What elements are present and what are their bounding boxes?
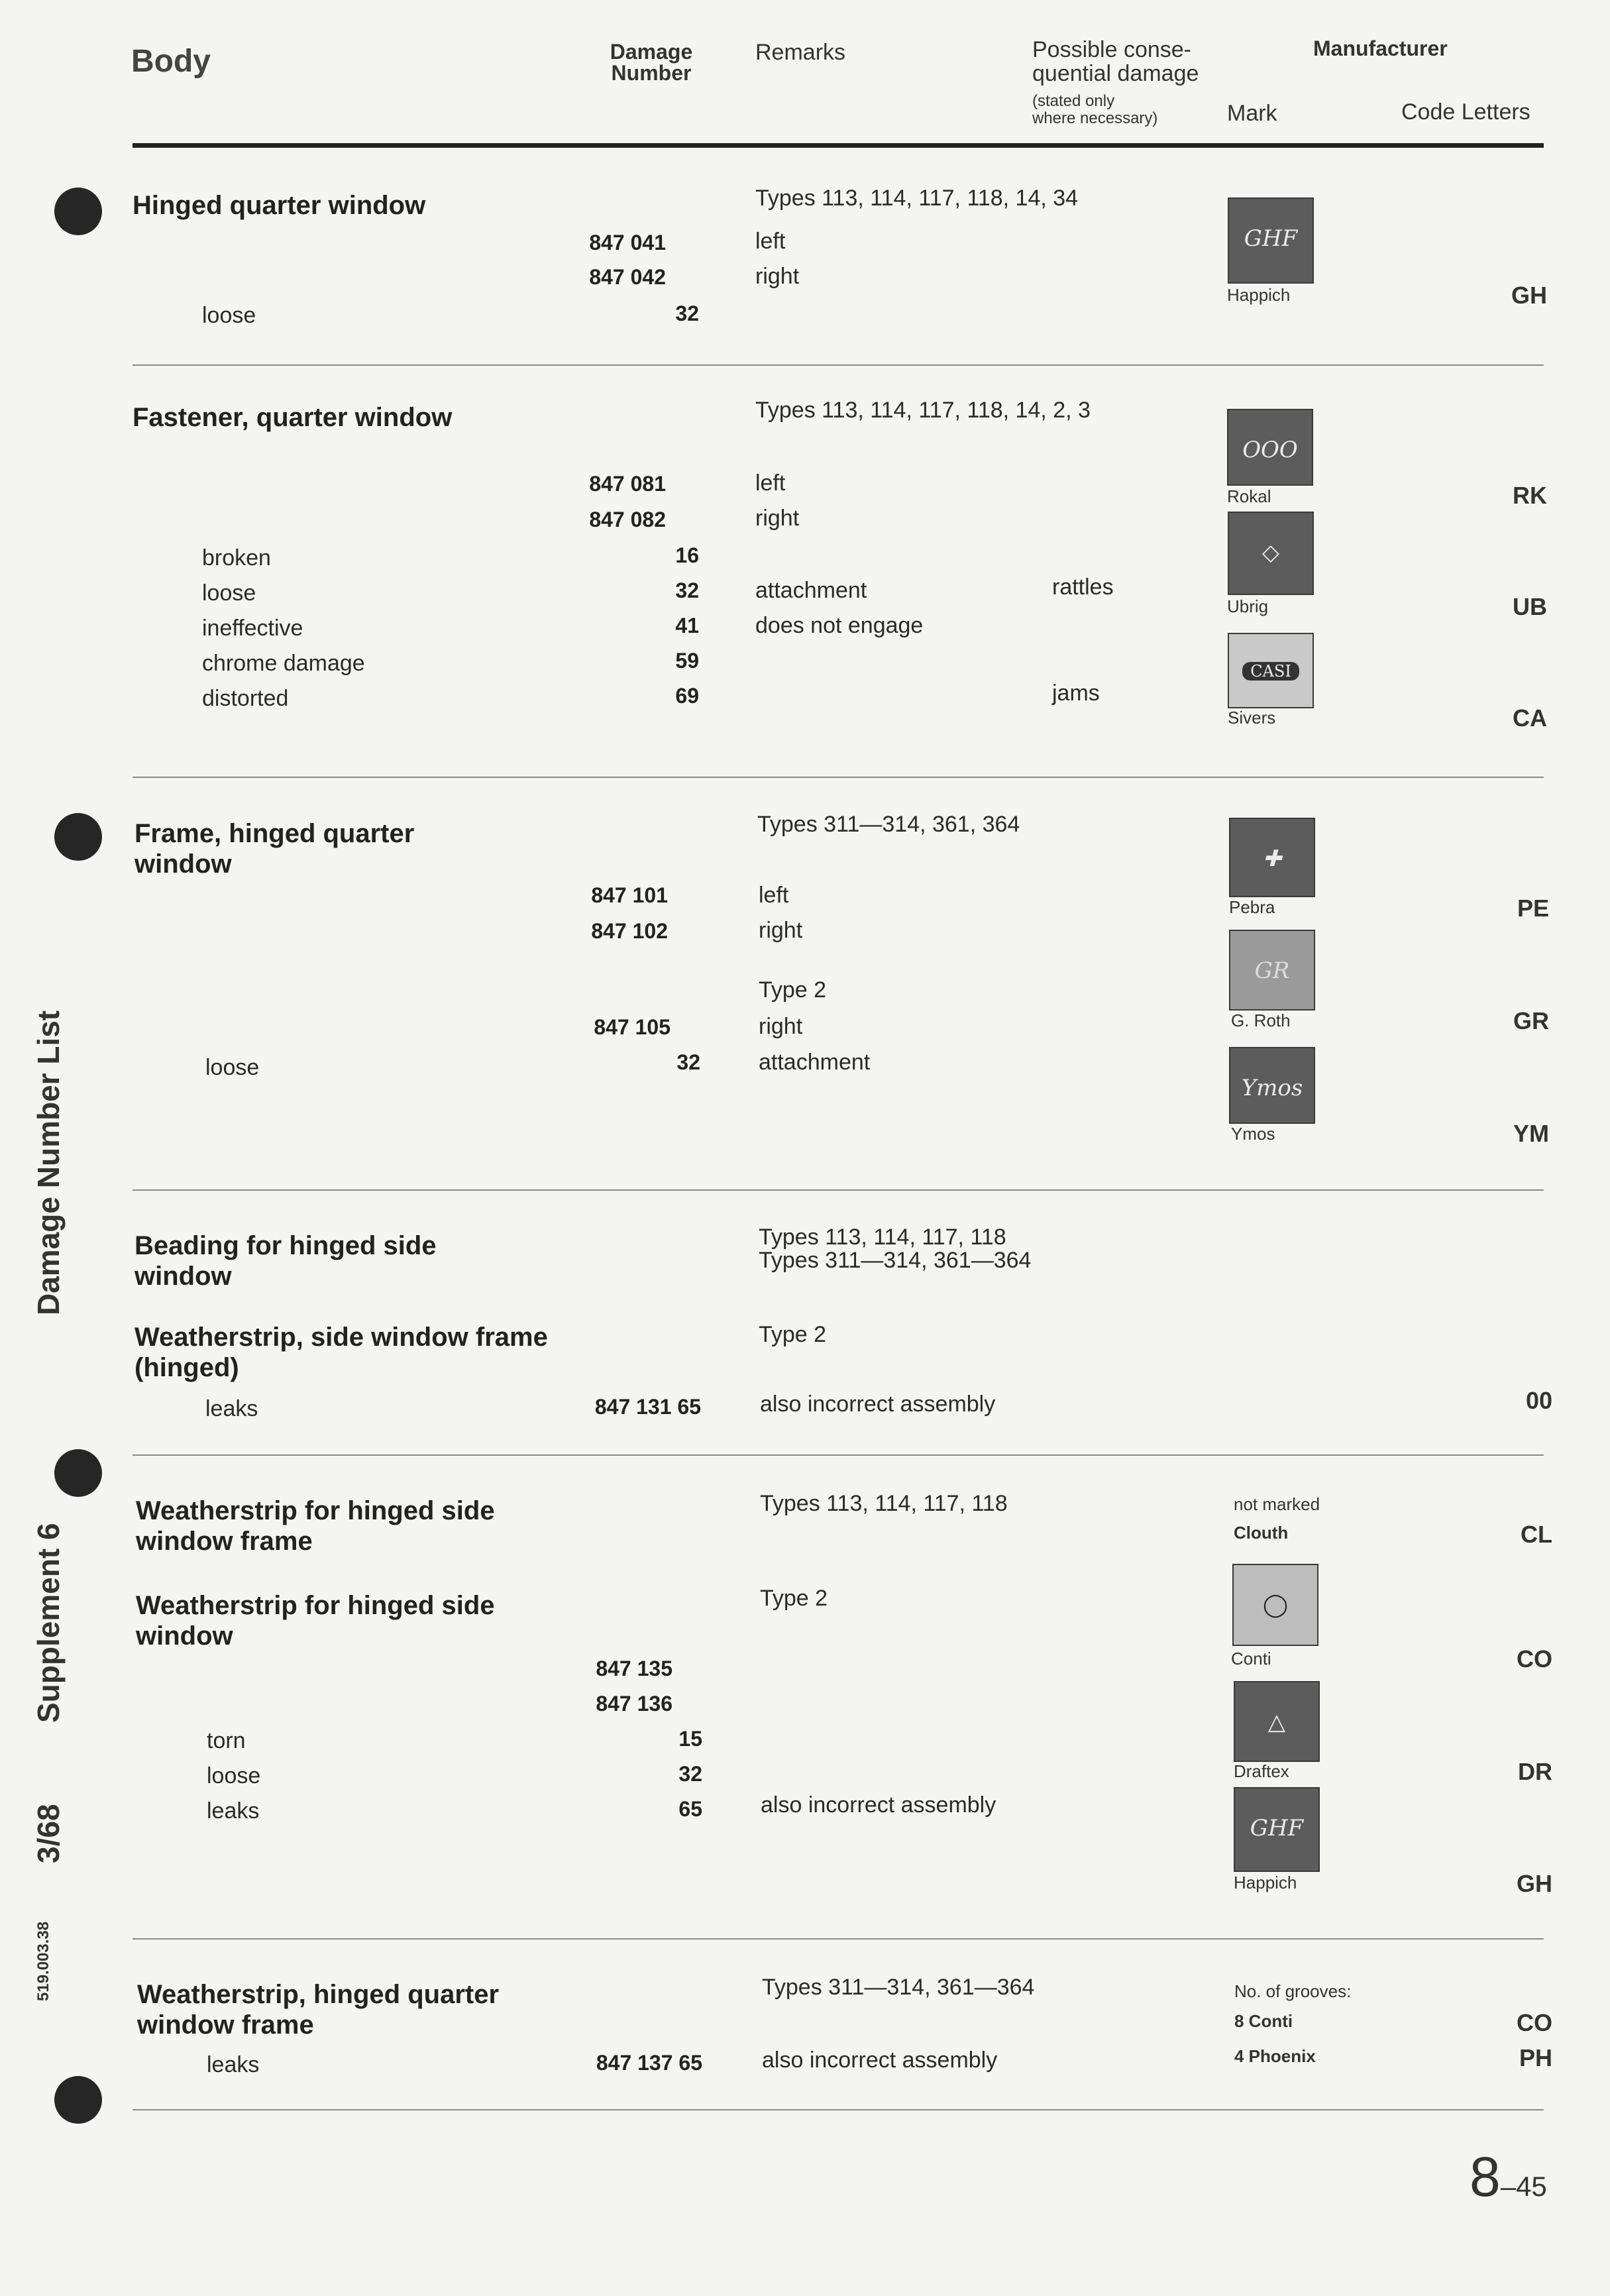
remark: left bbox=[755, 229, 786, 254]
damage-description: chrome damage bbox=[202, 651, 365, 676]
side-label-code: 519.003.38 bbox=[34, 1921, 52, 2001]
mark-name: Happich bbox=[1234, 1873, 1297, 1892]
remark: also incorrect assembly bbox=[760, 1392, 996, 1417]
entry-title: Weatherstrip for hinged side window bbox=[136, 1591, 495, 1651]
entry-types: Type 2 bbox=[760, 1586, 828, 1611]
damage-code: 69 bbox=[675, 684, 699, 708]
side-label-supplement: Supplement 6 bbox=[31, 1523, 66, 1723]
damage-number: 847 131 65 bbox=[594, 1395, 701, 1419]
page-number: 8–45 bbox=[1470, 2146, 1547, 2208]
entry-types: Types 311—314, 361—364 bbox=[759, 1248, 1032, 1273]
rokal-logo: OOO bbox=[1227, 409, 1313, 486]
code-letters: UB bbox=[1513, 593, 1547, 620]
damage-code: 41 bbox=[675, 614, 699, 637]
section-title: Body bbox=[131, 44, 211, 79]
damage-code: 65 bbox=[678, 1797, 702, 1821]
entry-types: Types 311—314, 361—364 bbox=[762, 1975, 1035, 2000]
code-letters: CO bbox=[1517, 1645, 1552, 1672]
header-damage-number: Damage Number bbox=[610, 40, 693, 85]
code-letters: CA bbox=[1513, 704, 1547, 732]
section-rule bbox=[133, 364, 1544, 366]
code-letters: GH bbox=[1511, 282, 1547, 309]
consequential-damage: rattles bbox=[1052, 574, 1114, 600]
code-letters: GR bbox=[1513, 1007, 1549, 1034]
header-rule bbox=[133, 143, 1544, 148]
damage-description: leaks bbox=[205, 1396, 258, 1421]
damage-number: 847 081 bbox=[589, 472, 666, 496]
section-rule bbox=[133, 1189, 1544, 1191]
punch-hole bbox=[54, 813, 102, 861]
code-letters: CO bbox=[1517, 2009, 1552, 2036]
section-rule bbox=[133, 1938, 1544, 1940]
remark: attachment bbox=[759, 1050, 871, 1075]
draftex-logo: △ bbox=[1234, 1681, 1320, 1762]
side-label-date: 3/68 bbox=[31, 1804, 66, 1863]
conti-logo: ◯ bbox=[1232, 1564, 1318, 1646]
section-rule bbox=[133, 2109, 1544, 2110]
pebra-logo: ✚ bbox=[1229, 818, 1315, 897]
mark-name: Sivers bbox=[1228, 708, 1276, 728]
punch-hole bbox=[54, 2076, 102, 2124]
mark-name: G. Roth bbox=[1231, 1011, 1291, 1030]
remark: right bbox=[755, 264, 800, 289]
entry-types: Types 311—314, 361, 364 bbox=[757, 812, 1020, 837]
not-marked-label: not marked bbox=[1234, 1494, 1320, 1514]
damage-code: 16 bbox=[675, 543, 699, 567]
damage-description: loose bbox=[207, 1763, 261, 1788]
header-manufacturer: Manufacturer bbox=[1313, 36, 1448, 60]
damage-code: 15 bbox=[678, 1727, 702, 1751]
code-letters: RK bbox=[1513, 482, 1547, 509]
remark: left bbox=[759, 883, 789, 908]
punch-hole bbox=[54, 188, 102, 235]
side-label-list: Damage Number List bbox=[31, 1010, 66, 1315]
entry-title: Weatherstrip for hinged side window frame bbox=[136, 1496, 495, 1556]
mark-name: Ubrig bbox=[1227, 596, 1269, 616]
damage-code: 32 bbox=[678, 1762, 702, 1786]
header-stated: (stated only where necessary) bbox=[1032, 92, 1158, 127]
header-possible: Possible conse- quential damage bbox=[1032, 37, 1199, 86]
remark: also incorrect assembly bbox=[761, 1792, 996, 1818]
code-letters: 00 bbox=[1525, 1387, 1552, 1414]
damage-code: 32 bbox=[676, 1050, 700, 1074]
remark: right bbox=[759, 1014, 803, 1039]
damage-description: torn bbox=[207, 1728, 246, 1753]
entry-types: Types 113, 114, 117, 118, 14, 2, 3 bbox=[755, 398, 1091, 423]
damage-description: leaks bbox=[207, 2052, 260, 2077]
damage-description: loose bbox=[202, 303, 256, 328]
code-letters: GH bbox=[1517, 1870, 1552, 1897]
header-remarks: Remarks bbox=[755, 40, 846, 65]
entry-types: Types 113, 114, 117, 118 bbox=[759, 1225, 1006, 1250]
damage-number: 847 101 bbox=[591, 883, 668, 907]
entry-title: Weatherstrip, side window frame (hinged) bbox=[134, 1323, 548, 1382]
entry-types: Types 113, 114, 117, 118 bbox=[760, 1491, 1008, 1516]
header-code-letters: Code Letters bbox=[1401, 99, 1530, 125]
code-letters: CL bbox=[1521, 1521, 1552, 1548]
header-mark: Mark bbox=[1227, 101, 1277, 126]
entry-types: Types 113, 114, 117, 118, 14, 34 bbox=[755, 186, 1079, 211]
roth-logo: GR bbox=[1229, 930, 1315, 1011]
mark-name: Pebra bbox=[1229, 897, 1275, 917]
damage-number: 847 102 bbox=[591, 919, 668, 943]
entry-title: Beading for hinged side window bbox=[134, 1231, 437, 1291]
section-rule bbox=[133, 1454, 1544, 1456]
damage-code: 32 bbox=[675, 578, 699, 602]
damage-number: 847 135 bbox=[596, 1657, 672, 1680]
damage-description: ineffective bbox=[202, 616, 303, 641]
groove-entry: 8 Conti bbox=[1234, 2011, 1293, 2031]
entry-title: Hinged quarter window bbox=[133, 191, 426, 220]
mark-name: Draftex bbox=[1234, 1761, 1289, 1781]
code-letters: YM bbox=[1513, 1120, 1549, 1147]
entry-title: Weatherstrip, hinged quarter window frame bbox=[137, 1980, 500, 2040]
groove-entry: 4 Phoenix bbox=[1234, 2046, 1316, 2066]
code-letters: PH bbox=[1519, 2044, 1552, 2071]
sivers-logo: CASI bbox=[1228, 633, 1314, 708]
damage-description: distorted bbox=[202, 686, 289, 711]
code-letters: PE bbox=[1517, 895, 1549, 922]
mark-name: Clouth bbox=[1234, 1523, 1289, 1543]
damage-description: loose bbox=[205, 1055, 260, 1080]
section-rule bbox=[133, 777, 1544, 778]
damage-description: loose bbox=[202, 580, 256, 606]
grooves-label: No. of grooves: bbox=[1234, 1981, 1352, 2001]
damage-code: 32 bbox=[675, 301, 699, 325]
damage-description: leaks bbox=[207, 1798, 260, 1824]
entry-title: Fastener, quarter window bbox=[133, 403, 453, 432]
remark: left bbox=[755, 470, 786, 496]
code-letters: DR bbox=[1518, 1758, 1552, 1785]
happich-logo: GHF bbox=[1228, 197, 1314, 284]
damage-number: 847 042 bbox=[589, 265, 666, 289]
punch-hole bbox=[54, 1449, 102, 1497]
damage-number: 847 137 65 bbox=[596, 2051, 702, 2075]
remark: attachment bbox=[755, 578, 867, 603]
remark: does not engage bbox=[755, 613, 924, 638]
damage-number: 847 082 bbox=[589, 508, 666, 531]
remark: right bbox=[759, 918, 803, 943]
damage-code: 59 bbox=[675, 649, 699, 673]
remark: also incorrect assembly bbox=[762, 2048, 998, 2073]
damage-number: 847 041 bbox=[589, 231, 666, 254]
ubrig-logo: ◇ bbox=[1228, 512, 1314, 595]
mark-name: Conti bbox=[1231, 1649, 1271, 1668]
damage-number: 847 105 bbox=[594, 1015, 671, 1039]
remark: right bbox=[755, 506, 800, 531]
consequential-damage: jams bbox=[1052, 681, 1100, 706]
happich-logo: GHF bbox=[1234, 1787, 1320, 1872]
mark-name: Ymos bbox=[1231, 1124, 1275, 1144]
damage-number: 847 136 bbox=[596, 1692, 672, 1716]
entry-title: Frame, hinged quarter window bbox=[134, 819, 415, 879]
entry-types: Type 2 bbox=[759, 1322, 827, 1347]
mark-name: Happich bbox=[1227, 285, 1291, 305]
ymos-logo: Ymos bbox=[1229, 1047, 1315, 1124]
damage-description: broken bbox=[202, 545, 271, 571]
remark: Type 2 bbox=[759, 977, 827, 1003]
mark-name: Rokal bbox=[1227, 486, 1271, 506]
